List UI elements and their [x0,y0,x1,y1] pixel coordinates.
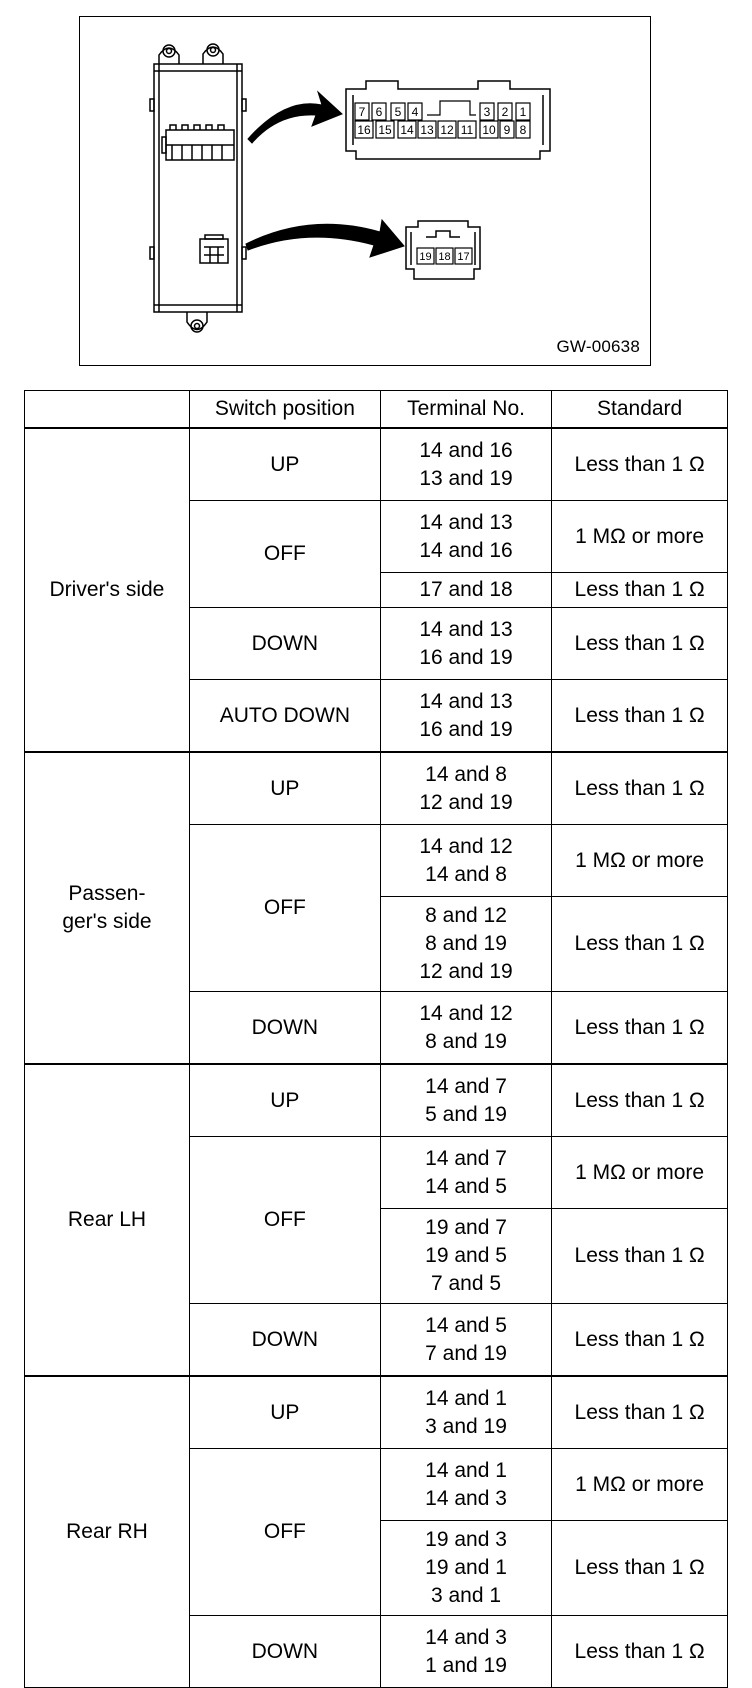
terminal-cell: 14 and 7 14 and 5 [380,1137,551,1209]
pin-label-8: 8 [519,123,527,137]
standard-cell: Less than 1 Ω [552,428,728,501]
header-cell: Terminal No. [380,391,551,429]
standard-cell: Less than 1 Ω [552,1521,728,1616]
switch-diagram [80,17,652,367]
standard-cell: Less than 1 Ω [552,752,728,825]
standard-cell: Less than 1 Ω [552,897,728,992]
pin-label-1: 1 [519,105,527,119]
pin-label-18: 18 [438,251,451,263]
header-cell [25,391,190,429]
standard-cell: 1 MΩ or more [552,501,728,573]
pin-label-14: 14 [400,123,414,137]
standard-cell: 1 MΩ or more [552,1137,728,1209]
pin-label-7: 7 [358,105,366,119]
standard-cell: 1 MΩ or more [552,1449,728,1521]
pin-label-4: 4 [411,105,419,119]
side-cell: Rear LH [25,1064,190,1376]
terminal-cell: 14 and 13 16 and 19 [380,680,551,753]
pin-label-15: 15 [378,123,392,137]
side-cell: Driver's side [25,428,190,752]
terminal-cell: 14 and 5 7 and 19 [380,1304,551,1377]
switch-position-cell: DOWN [189,1616,380,1688]
standard-cell: 1 MΩ or more [552,825,728,897]
pin-label-3: 3 [483,105,491,119]
standard-cell: Less than 1 Ω [552,1376,728,1449]
switch-position-cell: UP [189,1376,380,1449]
pin-label-19: 19 [419,251,432,263]
switch-position-cell: UP [189,1064,380,1137]
terminal-cell: 14 and 12 14 and 8 [380,825,551,897]
switch-position-cell: OFF [189,1449,380,1616]
pin-label-17: 17 [457,251,470,263]
pin-label-10: 10 [482,123,496,137]
standard-cell: Less than 1 Ω [552,1616,728,1688]
standard-cell: Less than 1 Ω [552,992,728,1065]
switch-body [150,44,246,332]
table-row [25,1064,728,1137]
table-row [25,1376,728,1449]
side-cell: Rear RH [25,1376,190,1688]
switch-position-cell: OFF [189,501,380,608]
header-cell: Standard [552,391,728,429]
figure-code: GW-00638 [556,337,640,356]
switch-position-cell: AUTO DOWN [189,680,380,753]
terminal-cell: 14 and 12 8 and 19 [380,992,551,1065]
terminal-cell: 14 and 3 1 and 19 [380,1616,551,1688]
terminal-cell: 8 and 12 8 and 19 12 and 19 [380,897,551,992]
switch-position-cell: UP [189,428,380,501]
header-row [25,391,728,429]
standard-cell: Less than 1 Ω [552,680,728,753]
main-connector [346,81,550,159]
pin-label-6: 6 [375,105,383,119]
figure-box [79,16,651,366]
table-row [25,752,728,825]
switch-position-cell: DOWN [189,992,380,1065]
pin-label-13: 13 [420,123,434,137]
terminal-cell: 14 and 1 3 and 19 [380,1376,551,1449]
pin-label-9: 9 [503,123,511,137]
standard-cell: Less than 1 Ω [552,1209,728,1304]
terminal-cell: 14 and 8 12 and 19 [380,752,551,825]
terminal-cell: 19 and 7 19 and 5 7 and 5 [380,1209,551,1304]
switch-position-cell: DOWN [189,1304,380,1377]
switch-position-cell: DOWN [189,608,380,680]
arrow-lower [246,220,404,257]
terminal-cell: 14 and 16 13 and 19 [380,428,551,501]
pin-label-12: 12 [440,123,454,137]
terminal-cell: 14 and 7 5 and 19 [380,1064,551,1137]
pin-label-11: 11 [460,123,474,137]
standard-cell: Less than 1 Ω [552,1064,728,1137]
terminal-cell: 14 and 13 14 and 16 [380,501,551,573]
switch-position-cell: OFF [189,1137,380,1304]
pin-label-16: 16 [357,123,371,137]
switch-position-cell: UP [189,752,380,825]
standard-cell: Less than 1 Ω [552,1304,728,1377]
terminal-cell: 19 and 3 19 and 1 3 and 1 [380,1521,551,1616]
table-row [25,428,728,501]
standard-cell: Less than 1 Ω [552,608,728,680]
spec-table-body [25,391,728,1688]
terminal-cell: 17 and 18 [380,573,551,608]
pin-label-5: 5 [394,105,402,119]
pin-label-2: 2 [501,105,509,119]
standard-cell: Less than 1 Ω [552,573,728,608]
small-connector [406,221,480,279]
terminal-cell: 14 and 13 16 and 19 [380,608,551,680]
terminal-cell: 14 and 1 14 and 3 [380,1449,551,1521]
header-cell: Switch position [189,391,380,429]
terminal-spec-table [24,390,728,1688]
arrow-upper [248,92,342,143]
switch-position-cell: OFF [189,825,380,992]
side-cell: Passen- ger's side [25,752,190,1064]
